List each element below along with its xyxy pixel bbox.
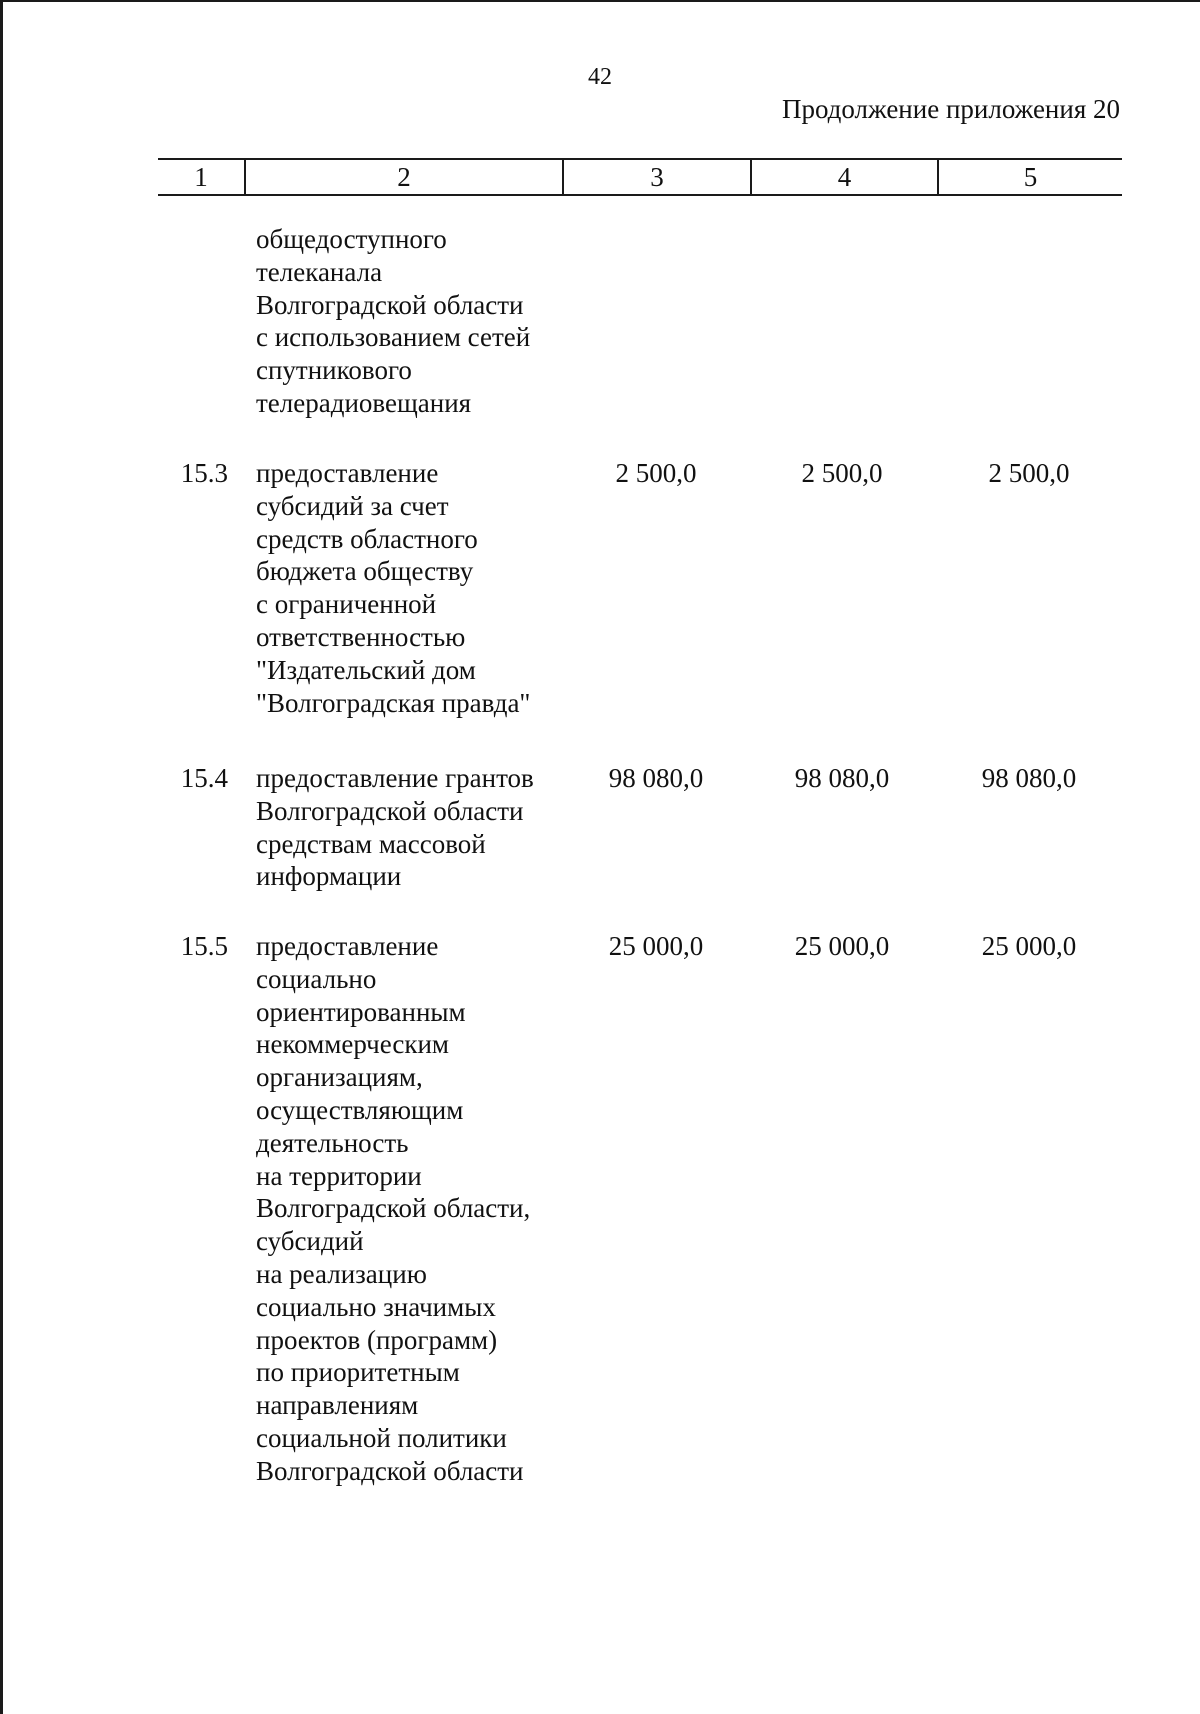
- row-description: [256, 457, 576, 719]
- value-col-5: 98 080,0: [981, 763, 1077, 793]
- value-col-5: 2 500,0: [988, 458, 1070, 488]
- header-cell-3: 3: [650, 162, 664, 192]
- description-line: социально: [256, 963, 377, 994]
- row-description: [256, 223, 576, 420]
- row-description: [256, 930, 576, 1488]
- description-line: социальной политики: [256, 1422, 507, 1453]
- value-col-4: 2 500,0: [801, 458, 883, 488]
- description-line: проектов (программ): [256, 1324, 498, 1355]
- description-line: на территории: [256, 1160, 422, 1191]
- description-line: предоставление грантов: [256, 763, 534, 793]
- header-cell-4: 4: [837, 162, 852, 192]
- description-line: субсидий за счет: [256, 490, 449, 521]
- description-line: предоставление: [256, 458, 439, 488]
- description-line: некоммерческим: [256, 1029, 450, 1060]
- value-col-4: 98 080,0: [794, 763, 890, 793]
- value-col-3: 25 000,0: [608, 931, 704, 961]
- description-line: социально значимых: [256, 1291, 496, 1322]
- header-cell-1: 1: [194, 162, 208, 192]
- description-line: предоставление: [256, 931, 439, 961]
- row-description: [256, 762, 576, 893]
- description-line: телеканала: [256, 256, 383, 287]
- description-line: деятельность: [256, 1127, 409, 1158]
- header-cell-5: 5: [1023, 162, 1038, 192]
- description-line: спутникового: [256, 355, 412, 386]
- value-col-4: 25 000,0: [794, 931, 890, 961]
- description-line: Волгоградской области,: [256, 1193, 531, 1224]
- description-line: телерадиовещания: [256, 387, 472, 418]
- row-number: 15.3: [180, 458, 228, 488]
- description-line: организациям,: [256, 1062, 423, 1093]
- description-line: ответственностью: [256, 621, 466, 652]
- row-number: 15.4: [180, 763, 228, 793]
- description-line: с использованием сетей: [256, 322, 531, 353]
- description-line: с ограниченной: [256, 589, 437, 620]
- scan-edge-left: [0, 0, 3, 1714]
- value-col-5: 25 000,0: [981, 931, 1077, 961]
- description-line: субсидий: [256, 1226, 364, 1257]
- description-line: информации: [256, 861, 402, 892]
- description-line: осуществляющим: [256, 1094, 464, 1125]
- description-line: бюджета обществу: [256, 556, 474, 587]
- description-line: направлениям: [256, 1390, 419, 1421]
- appendix-continuation-note: Продолжение приложения 20: [781, 94, 1120, 124]
- description-line: ориентированным: [256, 996, 466, 1027]
- description-line: средствам массовой: [256, 828, 486, 859]
- value-col-3: 98 080,0: [608, 763, 704, 793]
- table-header-row: [158, 158, 1122, 196]
- description-line: общедоступного: [256, 224, 447, 254]
- description-line: "Издательский дом: [256, 654, 476, 685]
- value-col-3: 2 500,0: [615, 458, 697, 488]
- header-cell-2: 2: [397, 162, 411, 192]
- scan-edge-top: [0, 0, 1200, 2]
- description-line: средств областного: [256, 523, 478, 554]
- description-line: по приоритетным: [256, 1357, 460, 1388]
- row-number: 15.5: [180, 931, 228, 961]
- description-line: Волгоградской области: [256, 795, 524, 826]
- description-line: на реализацию: [256, 1258, 427, 1289]
- description-line: Волгоградской области: [256, 289, 524, 320]
- description-line: Волгоградской области: [256, 1455, 524, 1486]
- page-number: 42: [588, 64, 612, 90]
- description-line: "Волгоградская правда": [256, 687, 531, 718]
